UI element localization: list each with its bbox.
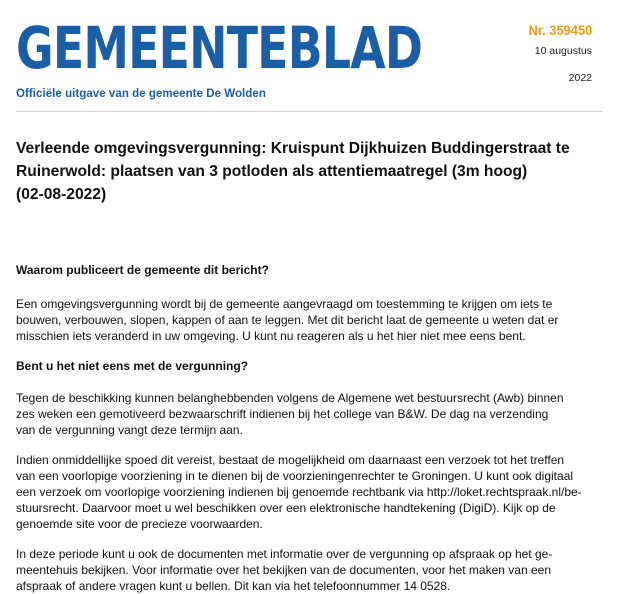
paragraph-line: zes weken een gemotiveerd bezwaarschrift indienen bij het college van B&W. De dag na verzending — [16, 407, 549, 421]
paragraph-line: bouwen, verbouwen, slopen, kappen of aan te leggen. Met dit bericht laat de gemeente u weten dat er — [16, 313, 559, 327]
masthead — [16, 12, 530, 84]
title-line: Verleende omgevingsvergunning: Kruispunt Dijkhuizen Buddingerstraat te — [16, 140, 570, 157]
issue-number: Nr. 359450 — [528, 22, 592, 38]
issue-year: 2022 — [568, 72, 592, 84]
paragraph-line: stuursrecht. Daarvoor moet u wel beschikken over een elektronische handtekening (DigiD). Kijk op de — [16, 501, 556, 515]
paragraph-line: genoemde site voor de precieze voorwaarden. — [16, 517, 263, 531]
paragraph-line: misschien iets veranderd in uw omgeving. U kunt nu reageren als u het hier niet mee eens bent. — [16, 329, 526, 343]
paragraph-line: Een omgevingsvergunning wordt bij de gemeente aangevraagd om toestemming te krijgen om iets te — [16, 297, 553, 311]
header-divider — [16, 111, 603, 112]
paragraph-urgency — [16, 452, 606, 532]
paragraph-line: een verzoek om voorlopige voorziening indienen bij genoemde rechtbank via http://loket.rechtspraak.nl/be- — [16, 485, 582, 499]
title-line: (02-08-2022) — [16, 186, 107, 203]
paragraph-objection — [16, 390, 606, 438]
paragraph-why — [16, 296, 606, 344]
document-title — [16, 137, 601, 206]
paragraph-line: van een voorlopige voorziening in te dienen bij de voorzieningenrechter te Groningen. U kunt ook digitaal — [16, 469, 574, 483]
title-line: Ruinerwold: plaatsen van 3 potloden als attentiemaatregel (3m hoog) — [16, 163, 528, 180]
paragraph-line: van de vergunning vangt deze termijn aan. — [16, 423, 243, 437]
issue-date: 10 augustus — [534, 45, 592, 57]
issue-meta — [523, 22, 592, 85]
publication-title: GEMEENTEBLAD — [16, 14, 423, 82]
section-heading-disagree: Bent u het niet eens met de vergunning? — [16, 359, 249, 373]
publication-subtitle: Officiële uitgave van de gemeente De Wolden — [16, 88, 266, 100]
paragraph-line: Indien onmiddellijke spoed dit vereist, bestaat de mogelijkheid om daarnaast een verzoek tot het treffen — [16, 453, 565, 467]
paragraph-documents — [16, 546, 606, 594]
paragraph-line: Tegen de beschikking kunnen belanghebbenden volgens de Algemene wet bestuursrecht (Awb) binnen — [16, 391, 564, 405]
paragraph-line: afspraak of andere vragen kunt u bellen. Dit kan via het telefoonnummer 14 0528. — [16, 579, 451, 593]
paragraph-line: In deze periode kunt u ook de documenten met informatie over de vergunning op afspraak op het ge- — [16, 547, 553, 561]
paragraph-line: meentehuis bekijken. Voor informatie over het bekijken van de documenten, voor het maken van een — [16, 563, 551, 577]
document-body — [16, 262, 606, 594]
section-heading-why: Waarom publiceert de gemeente dit bericht? — [16, 263, 269, 277]
